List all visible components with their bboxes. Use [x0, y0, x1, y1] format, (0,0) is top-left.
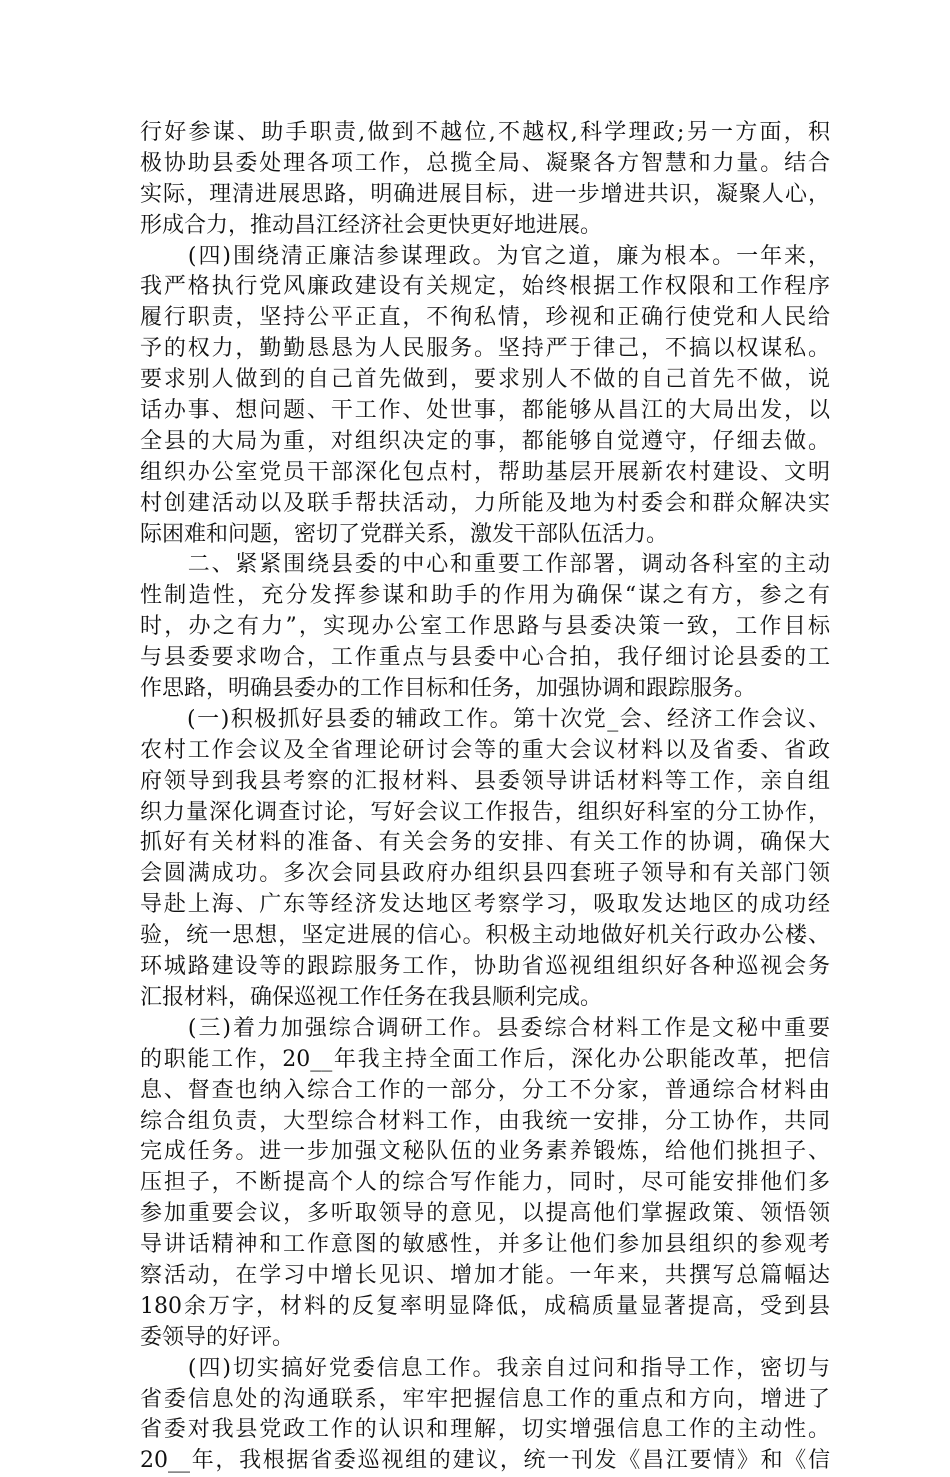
text-line: (四)围绕清正廉洁参谋理政。为官之道，廉为根本。一年来，: [140, 243, 830, 269]
text-line: 我严格执行党风廉政建设有关规定，始终根据工作权限和工作程序: [140, 274, 830, 300]
text-line: 的职能工作，20__年我主持全面工作后，深化办公职能改革，把信: [140, 1046, 830, 1072]
text-line: 村创建活动以及联手帮扶活动，力所能及地为村委会和群众解决实: [140, 490, 830, 516]
text-line: (三)着力加强综合调研工作。县委综合材料工作是文秘中重要: [140, 1015, 830, 1041]
text-line: 180余万字，材料的反复率明显降低，成稿质量显著提高，受到县: [140, 1293, 830, 1319]
text-line: 织力量深化调查讨论，写好会议工作报告，组织好科室的分工协作，: [140, 799, 830, 825]
text-line: 行好参谋、助手职责,做到不越位,不越权,科学理政;另一方面，积: [140, 120, 830, 145]
text-line: 委领导的好评。: [140, 1324, 295, 1350]
text-line: 抓好有关材料的准备、有关会务的安排、有关工作的协调，确保大: [140, 830, 830, 856]
text-line: 息、督查也纳入综合工作的一部分，分工不分家，普通综合材料由: [140, 1077, 830, 1103]
text-line: 验，统一思想，坚定进展的信心。积极主动地做好机关行政办公楼、: [140, 923, 830, 949]
text-line: 压担子，不断提高个人的综合写作能力，同时，尽可能安排他们多: [140, 1170, 830, 1196]
text-line: 完成任务。进一步加强文秘队伍的业务素养锻炼，给他们挑担子、: [140, 1139, 830, 1165]
text-line: 省委信息处的沟通联系，牢牢把握信息工作的重点和方向，增进了: [140, 1386, 830, 1412]
text-line: 农村工作会议及全省理论研讨会等的重大会议材料以及省委、省政: [140, 737, 830, 763]
text-line: 形成合力，推动昌江经济社会更快更好地进展。: [140, 212, 603, 238]
text-line: 府领导到我县考察的汇报材料、县委领导讲话材料等工作，亲自组: [140, 768, 830, 794]
text-line: 全县的大局为重，对组织决定的事，都能够自觉遵守，仔细去做。: [140, 428, 830, 454]
text-line: (一)积极抓好县委的辅政工作。第十次党_会、经济工作会议、: [140, 706, 830, 732]
text-line: 极协助县委处理各项工作，总揽全局、凝聚各方智慧和力量。结合: [140, 150, 830, 176]
text-line: (四)切实搞好党委信息工作。我亲自过问和指导工作，密切与: [140, 1355, 830, 1381]
text-line: 会圆满成功。多次会同县政府办组织县四套班子领导和有关部门领: [140, 861, 830, 887]
text-line: 20__年，我根据省委巡视组的建议，统一刊发《昌江要情》和《信: [140, 1448, 830, 1474]
text-line: 组织办公室党员干部深化包点村，帮助基层开展新农村建设、文明: [140, 459, 830, 485]
text-line: 要求别人做到的自己首先做到，要求别人不做的自己首先不做，说: [140, 367, 830, 393]
text-line: 导赴上海、广东等经济发达地区考察学习，吸取发达地区的成功经: [140, 892, 830, 918]
text-line: 话办事、想问题、干工作、处世事，都能够从昌江的大局出发，以: [140, 398, 830, 424]
document-body: [140, 118, 830, 1477]
text-line: 性制造性，充分发挥参谋和助手的作用为确保“谋之有方，参之有: [140, 583, 830, 609]
text-line: 导讲话精神和工作意图的敏感性，并多让他们参加县组织的参观考: [140, 1232, 830, 1258]
text-line: 参加重要会议，多听取领导的意见，以提高他们掌握政策、领悟领: [140, 1201, 830, 1227]
text-line: 实际，理清进展思路，明确进展目标，进一步增进共识，凝聚人心，: [140, 181, 830, 207]
text-line: 与县委要求吻合，工作重点与县委中心合拍，我仔细讨论县委的工: [140, 645, 830, 671]
text-line: 汇报材料，确保巡视工作任务在我县顺利完成。: [140, 984, 603, 1010]
text-line: 察活动，在学习中增长见识、增加才能。一年来，共撰写总篇幅达: [140, 1262, 830, 1288]
text-line: 时，办之有力”，实现办公室工作思路与县委决策一致，工作目标: [140, 614, 830, 640]
text-line: 作思路，明确县委办的工作目标和任务，加强协调和跟踪服务。: [140, 676, 757, 702]
text-line: 二、紧紧围绕县委的中心和重要工作部署，调动各科室的主动: [140, 552, 830, 578]
text-line: 环城路建设等的跟踪服务工作，协助省巡视组组织好各种巡视会务: [140, 954, 830, 980]
text-line: 省委对我县党政工作的认识和理解，切实增强信息工作的主动性。: [140, 1417, 830, 1443]
text-line: 际困难和问题，密切了党群关系，激发干部队伍活力。: [140, 521, 669, 547]
text-line: 予的权力，勤勤恳恳为人民服务。坚持严于律己，不搞以权谋私。: [140, 336, 830, 362]
text-line: 综合组负责，大型综合材料工作，由我统一安排，分工协作，共同: [140, 1108, 830, 1134]
text-line: 履行职责，坚持公平正直，不徇私情，珍视和正确行使党和人民给: [140, 305, 830, 331]
